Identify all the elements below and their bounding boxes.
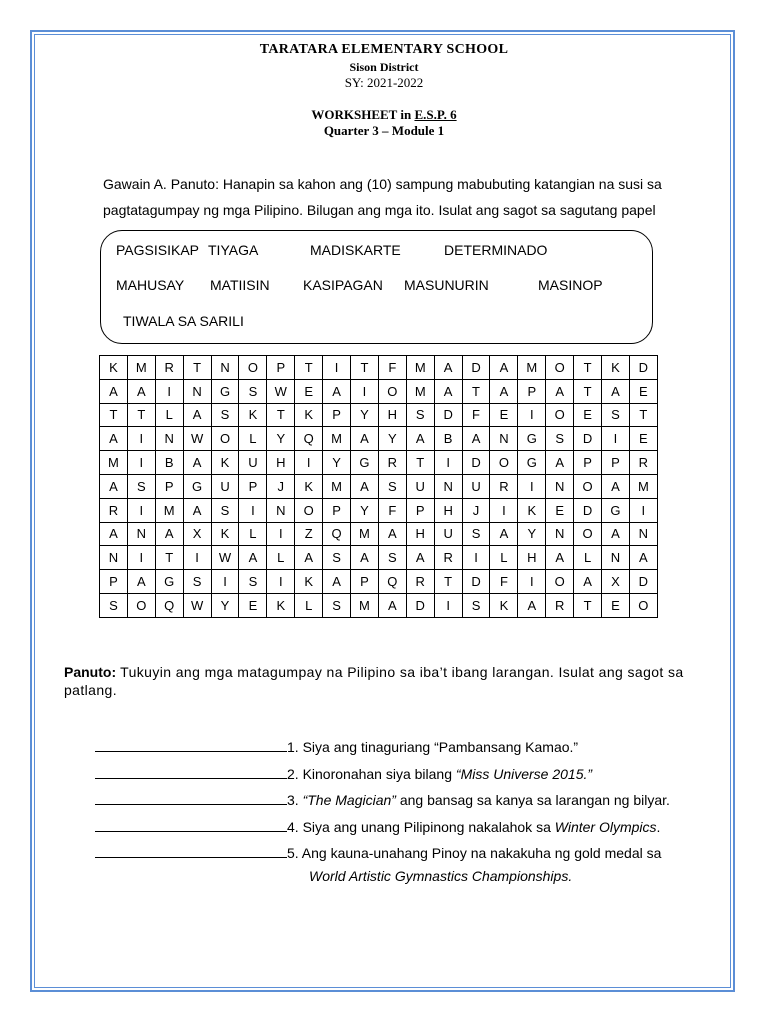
grid-cell[interactable]: A	[574, 570, 602, 594]
grid-cell[interactable]: G	[155, 570, 183, 594]
grid-cell[interactable]: L	[574, 546, 602, 570]
grid-cell[interactable]: A	[378, 593, 406, 617]
word-bank-item: KASIPAGAN	[303, 277, 383, 293]
grid-cell[interactable]: D	[462, 570, 490, 594]
grid-cell[interactable]: G	[211, 379, 239, 403]
grid-cell[interactable]: M	[351, 522, 379, 546]
grid-cell[interactable]: S	[323, 593, 351, 617]
grid-cell[interactable]: A	[629, 546, 657, 570]
grid-cell[interactable]: N	[490, 427, 518, 451]
grid-cell[interactable]: A	[546, 546, 574, 570]
grid-cell[interactable]: A	[406, 546, 434, 570]
grid-cell[interactable]: T	[629, 403, 657, 427]
grid-cell[interactable]: O	[378, 379, 406, 403]
grid-row	[100, 427, 658, 451]
grid-cell[interactable]: A	[378, 522, 406, 546]
task-a-line-2: pagtatagumpay ng mga Pilipino. Bilugan ang mga ito. Isulat ang sagot sa sagutang papel	[103, 202, 656, 218]
worksheet-prefix: WORKSHEET in	[311, 107, 415, 122]
grid-cell[interactable]: Q	[378, 570, 406, 594]
grid-cell[interactable]: O	[211, 427, 239, 451]
grid-cell[interactable]: K	[211, 522, 239, 546]
grid-cell[interactable]: D	[406, 593, 434, 617]
grid-cell[interactable]: P	[267, 356, 295, 380]
grid-cell[interactable]: Q	[155, 593, 183, 617]
grid-cell[interactable]: I	[434, 593, 462, 617]
grid-cell[interactable]: I	[267, 522, 295, 546]
grid-cell[interactable]: I	[127, 427, 155, 451]
grid-cell[interactable]: I	[155, 379, 183, 403]
grid-cell[interactable]: A	[183, 451, 211, 475]
grid-cell[interactable]: P	[100, 570, 128, 594]
grid-cell[interactable]: A	[351, 474, 379, 498]
grid-cell[interactable]: I	[490, 498, 518, 522]
grid-cell[interactable]: I	[602, 427, 630, 451]
grid-cell[interactable]: M	[100, 451, 128, 475]
grid-cell[interactable]: I	[351, 379, 379, 403]
grid-cell[interactable]: A	[602, 379, 630, 403]
grid-cell[interactable]: P	[406, 498, 434, 522]
grid-cell[interactable]: I	[127, 451, 155, 475]
grid-cell[interactable]: S	[127, 474, 155, 498]
panuto-instructions	[64, 663, 724, 699]
grid-cell[interactable]: N	[211, 356, 239, 380]
grid-cell[interactable]: A	[323, 379, 351, 403]
grid-cell[interactable]: T	[462, 379, 490, 403]
grid-cell[interactable]: K	[295, 474, 323, 498]
grid-cell[interactable]: M	[351, 593, 379, 617]
grid-cell[interactable]: S	[378, 474, 406, 498]
grid-cell[interactable]: J	[267, 474, 295, 498]
grid-cell[interactable]: K	[295, 570, 323, 594]
question-italic: “Miss Universe 2015.”	[455, 766, 593, 782]
grid-cell[interactable]: X	[602, 570, 630, 594]
grid-cell[interactable]: A	[127, 379, 155, 403]
grid-cell[interactable]: I	[462, 546, 490, 570]
grid-cell[interactable]: M	[518, 356, 546, 380]
question-1	[95, 737, 578, 755]
grid-cell[interactable]: N	[546, 522, 574, 546]
grid-cell[interactable]: A	[490, 522, 518, 546]
grid-cell[interactable]: P	[574, 451, 602, 475]
grid-cell[interactable]: I	[239, 498, 267, 522]
grid-cell[interactable]: M	[406, 356, 434, 380]
grid-cell[interactable]: S	[406, 403, 434, 427]
grid-row	[100, 403, 658, 427]
grid-cell[interactable]: L	[295, 593, 323, 617]
grid-row	[100, 522, 658, 546]
grid-cell[interactable]: K	[239, 403, 267, 427]
grid-cell[interactable]: R	[490, 474, 518, 498]
question-text: 2. Kinoronahan siya bilang	[287, 766, 456, 782]
grid-cell[interactable]: I	[127, 498, 155, 522]
grid-cell[interactable]: O	[239, 356, 267, 380]
grid-cell[interactable]: K	[295, 403, 323, 427]
grid-cell[interactable]: M	[406, 379, 434, 403]
grid-cell[interactable]: S	[211, 498, 239, 522]
grid-cell[interactable]: H	[518, 546, 546, 570]
grid-cell[interactable]: F	[490, 570, 518, 594]
grid-cell[interactable]: J	[462, 498, 490, 522]
grid-cell[interactable]: G	[518, 427, 546, 451]
question-italic: Winter Olympics	[554, 819, 657, 835]
word-bank-item: DETERMINADO	[444, 242, 548, 258]
grid-cell[interactable]: R	[406, 570, 434, 594]
grid-cell[interactable]: E	[490, 403, 518, 427]
question-4	[95, 817, 660, 835]
grid-cell[interactable]: Z	[295, 522, 323, 546]
grid-cell[interactable]: U	[239, 451, 267, 475]
grid-cell[interactable]: D	[629, 570, 657, 594]
grid-cell[interactable]: I	[211, 570, 239, 594]
grid-cell[interactable]: W	[267, 379, 295, 403]
grid-cell[interactable]: S	[100, 593, 128, 617]
grid-row	[100, 379, 658, 403]
grid-cell[interactable]: S	[546, 427, 574, 451]
grid-cell[interactable]: N	[434, 474, 462, 498]
grid-row	[100, 498, 658, 522]
grid-row	[100, 546, 658, 570]
grid-cell[interactable]: P	[518, 379, 546, 403]
grid-cell[interactable]: O	[546, 356, 574, 380]
grid-cell[interactable]: S	[239, 379, 267, 403]
grid-cell[interactable]: R	[155, 356, 183, 380]
grid-cell[interactable]: G	[351, 451, 379, 475]
grid-cell[interactable]: K	[100, 356, 128, 380]
word-bank-item: PAGSISIKAP	[116, 242, 199, 258]
grid-cell[interactable]: B	[155, 451, 183, 475]
grid-cell[interactable]: T	[351, 356, 379, 380]
grid-cell[interactable]: T	[574, 356, 602, 380]
grid-cell[interactable]: A	[100, 522, 128, 546]
grid-cell[interactable]: P	[351, 570, 379, 594]
word-bank-item: TIYAGA	[208, 242, 259, 258]
grid-cell[interactable]: S	[378, 546, 406, 570]
grid-cell[interactable]: A	[183, 498, 211, 522]
grid-cell[interactable]: R	[100, 498, 128, 522]
grid-cell[interactable]: R	[546, 593, 574, 617]
grid-cell[interactable]: I	[267, 570, 295, 594]
answer-blank[interactable]	[95, 737, 287, 752]
grid-cell[interactable]: K	[267, 593, 295, 617]
grid-cell[interactable]: I	[518, 403, 546, 427]
grid-cell[interactable]: F	[378, 498, 406, 522]
grid-cell[interactable]: A	[100, 379, 128, 403]
grid-cell[interactable]: A	[546, 451, 574, 475]
grid-cell[interactable]: W	[183, 427, 211, 451]
grid-cell[interactable]: A	[490, 356, 518, 380]
school-year: SY: 2021-2022	[344, 75, 424, 90]
grid-cell[interactable]: P	[323, 403, 351, 427]
grid-cell[interactable]: U	[406, 474, 434, 498]
grid-row	[100, 570, 658, 594]
word-bank-item: MAHUSAY	[116, 277, 185, 293]
grid-row	[100, 474, 658, 498]
grid-cell[interactable]: K	[211, 451, 239, 475]
answer-blank[interactable]	[95, 817, 287, 832]
grid-cell[interactable]: G	[183, 474, 211, 498]
grid-cell[interactable]: A	[100, 474, 128, 498]
worksheet-title	[0, 107, 768, 123]
grid-cell[interactable]: S	[183, 570, 211, 594]
grid-cell[interactable]: S	[239, 570, 267, 594]
grid-cell[interactable]: T	[295, 356, 323, 380]
grid-cell[interactable]: D	[462, 451, 490, 475]
grid-cell[interactable]: S	[462, 522, 490, 546]
grid-cell[interactable]: I	[323, 356, 351, 380]
grid-cell[interactable]: I	[295, 451, 323, 475]
grid-cell[interactable]: A	[100, 427, 128, 451]
question-text: 5. Ang kauna-unahang Pinoy na nakakuha ng gold medal sa	[287, 845, 662, 861]
grid-cell[interactable]: N	[100, 546, 128, 570]
grid-cell[interactable]: E	[546, 498, 574, 522]
grid-cell[interactable]: I	[434, 451, 462, 475]
word-bank-item: TIWALA SA SARILI	[123, 313, 244, 329]
grid-cell[interactable]: I	[127, 546, 155, 570]
grid-cell[interactable]: E	[239, 593, 267, 617]
grid-cell[interactable]: T	[434, 570, 462, 594]
grid-cell[interactable]: S	[462, 593, 490, 617]
grid-cell[interactable]: T	[267, 403, 295, 427]
grid-cell[interactable]: Y	[211, 593, 239, 617]
quarter-module: Quarter 3 – Module 1	[323, 123, 445, 138]
question-3	[95, 790, 670, 808]
grid-cell[interactable]: A	[462, 427, 490, 451]
grid-cell[interactable]: A	[183, 403, 211, 427]
grid-cell[interactable]: Y	[267, 427, 295, 451]
grid-cell[interactable]: A	[490, 379, 518, 403]
grid-cell[interactable]: H	[406, 522, 434, 546]
grid-cell[interactable]: U	[434, 522, 462, 546]
grid-cell[interactable]: E	[629, 379, 657, 403]
grid-cell[interactable]: A	[295, 546, 323, 570]
answer-blank[interactable]	[95, 790, 287, 805]
grid-cell[interactable]: H	[378, 403, 406, 427]
answer-blank[interactable]	[95, 764, 287, 779]
grid-cell[interactable]: Y	[323, 451, 351, 475]
grid-cell[interactable]: M	[323, 474, 351, 498]
grid-cell[interactable]: T	[100, 403, 128, 427]
grid-cell[interactable]: E	[602, 593, 630, 617]
grid-cell[interactable]: A	[155, 522, 183, 546]
grid-cell[interactable]: L	[155, 403, 183, 427]
grid-cell[interactable]: O	[546, 570, 574, 594]
panuto-text: Tukuyin ang mga matagumpay na Pilipino sa iba’t ibang larangan. Isulat ang sagot sa patlang.	[64, 664, 684, 698]
word-bank-item: MASUNURIN	[404, 277, 489, 293]
grid-cell[interactable]: P	[602, 451, 630, 475]
grid-cell[interactable]: Y	[378, 427, 406, 451]
word-bank-item: MATIISIN	[210, 277, 270, 293]
grid-cell[interactable]: K	[490, 593, 518, 617]
grid-cell[interactable]: Q	[295, 427, 323, 451]
question-text: 4. Siya ang unang Pilipinong nakalahok sa	[287, 819, 555, 835]
grid-cell[interactable]: A	[239, 546, 267, 570]
grid-cell[interactable]: N	[127, 522, 155, 546]
grid-cell[interactable]: Y	[351, 403, 379, 427]
grid-cell[interactable]: A	[127, 570, 155, 594]
grid-cell[interactable]: L	[239, 522, 267, 546]
grid-cell[interactable]: K	[518, 498, 546, 522]
school-name: TARATARA ELEMENTARY SCHOOL	[259, 42, 509, 57]
grid-cell[interactable]: D	[629, 356, 657, 380]
grid-cell[interactable]: H	[434, 498, 462, 522]
answer-blank[interactable]	[95, 843, 287, 858]
panuto-label: Panuto:	[64, 664, 117, 680]
grid-cell[interactable]: I	[518, 570, 546, 594]
question-text: 1. Siya ang tinaguriang “Pambansang Kamao.”	[287, 739, 579, 755]
grid-cell[interactable]: S	[211, 403, 239, 427]
grid-cell[interactable]: M	[629, 474, 657, 498]
word-bank-item: MADISKARTE	[310, 242, 401, 258]
grid-cell[interactable]: M	[127, 356, 155, 380]
grid-cell[interactable]: Y	[351, 498, 379, 522]
grid-cell[interactable]: B	[434, 427, 462, 451]
grid-cell[interactable]: L	[267, 546, 295, 570]
grid-cell[interactable]: N	[629, 522, 657, 546]
question-text: ang bansag sa kanya sa larangan ng bilyar.	[395, 792, 670, 808]
grid-row	[100, 451, 658, 475]
grid-cell[interactable]: O	[295, 498, 323, 522]
grid-cell[interactable]: O	[629, 593, 657, 617]
grid-cell[interactable]: T	[406, 451, 434, 475]
grid-cell[interactable]: S	[323, 546, 351, 570]
grid-cell[interactable]: P	[155, 474, 183, 498]
grid-cell[interactable]: N	[267, 498, 295, 522]
grid-cell[interactable]: Q	[323, 522, 351, 546]
grid-cell[interactable]: M	[155, 498, 183, 522]
grid-cell[interactable]: L	[239, 427, 267, 451]
grid-cell[interactable]: G	[518, 451, 546, 475]
grid-cell[interactable]: A	[602, 522, 630, 546]
grid-cell[interactable]: A	[406, 427, 434, 451]
grid-cell[interactable]: T	[127, 403, 155, 427]
grid-cell[interactable]: T	[183, 356, 211, 380]
task-a-line-1: Gawain A. Panuto: Hanapin sa kahon ang (10) sampung mabubuting katangian na susi sa	[103, 176, 662, 192]
grid-cell[interactable]: A	[351, 546, 379, 570]
question-2	[95, 764, 592, 782]
grid-cell[interactable]: W	[183, 593, 211, 617]
grid-cell[interactable]: N	[546, 474, 574, 498]
district-name: Sison District	[349, 60, 419, 74]
grid-cell[interactable]: O	[574, 474, 602, 498]
grid-cell[interactable]: I	[629, 498, 657, 522]
grid-cell[interactable]: A	[434, 356, 462, 380]
grid-cell[interactable]: T	[155, 546, 183, 570]
grid-cell[interactable]: A	[602, 474, 630, 498]
grid-cell[interactable]: E	[295, 379, 323, 403]
grid-cell[interactable]: N	[183, 379, 211, 403]
grid-cell[interactable]: G	[602, 498, 630, 522]
grid-cell[interactable]: Y	[518, 522, 546, 546]
question-5	[95, 843, 661, 861]
word-bank-item: MASINOP	[538, 277, 603, 293]
worksheet-subject: E.S.P. 6	[414, 107, 457, 122]
question-text: 3.	[287, 792, 303, 808]
grid-cell[interactable]: A	[351, 427, 379, 451]
grid-cell[interactable]: O	[490, 451, 518, 475]
grid-row	[100, 356, 658, 380]
grid-cell[interactable]: F	[378, 356, 406, 380]
grid-cell[interactable]: F	[462, 403, 490, 427]
grid-cell[interactable]: O	[574, 522, 602, 546]
grid-cell[interactable]: E	[629, 427, 657, 451]
grid-row	[100, 593, 658, 617]
grid-cell[interactable]: R	[434, 546, 462, 570]
question-5-continuation: World Artistic Gymnastics Championships.	[309, 868, 573, 884]
grid-cell[interactable]: A	[323, 570, 351, 594]
grid-cell[interactable]: D	[462, 356, 490, 380]
grid-cell[interactable]: A	[518, 593, 546, 617]
grid-cell[interactable]: P	[323, 498, 351, 522]
grid-cell[interactable]: T	[574, 379, 602, 403]
grid-cell[interactable]: K	[602, 356, 630, 380]
question-italic: “The Magician”	[302, 792, 396, 808]
grid-cell[interactable]: N	[602, 546, 630, 570]
grid-cell[interactable]: H	[267, 451, 295, 475]
grid-cell[interactable]: S	[602, 403, 630, 427]
grid-cell[interactable]: D	[574, 427, 602, 451]
grid-cell[interactable]: T	[574, 593, 602, 617]
word-search-grid	[99, 355, 658, 618]
grid-cell[interactable]: I	[183, 546, 211, 570]
grid-cell[interactable]: O	[546, 403, 574, 427]
grid-cell[interactable]: X	[183, 522, 211, 546]
grid-cell[interactable]: O	[127, 593, 155, 617]
grid-cell[interactable]: P	[239, 474, 267, 498]
grid-cell[interactable]: L	[490, 546, 518, 570]
grid-cell[interactable]: R	[629, 451, 657, 475]
grid-cell[interactable]: E	[574, 403, 602, 427]
grid-cell[interactable]: I	[518, 474, 546, 498]
grid-cell[interactable]: M	[323, 427, 351, 451]
grid-cell[interactable]: D	[574, 498, 602, 522]
grid-cell[interactable]: A	[546, 379, 574, 403]
grid-cell[interactable]: U	[462, 474, 490, 498]
grid-cell[interactable]: W	[211, 546, 239, 570]
grid-cell[interactable]: A	[434, 379, 462, 403]
grid-cell[interactable]: U	[211, 474, 239, 498]
grid-cell[interactable]: R	[378, 451, 406, 475]
grid-cell[interactable]: D	[434, 403, 462, 427]
question-text: .	[656, 819, 661, 835]
grid-cell[interactable]: N	[155, 427, 183, 451]
